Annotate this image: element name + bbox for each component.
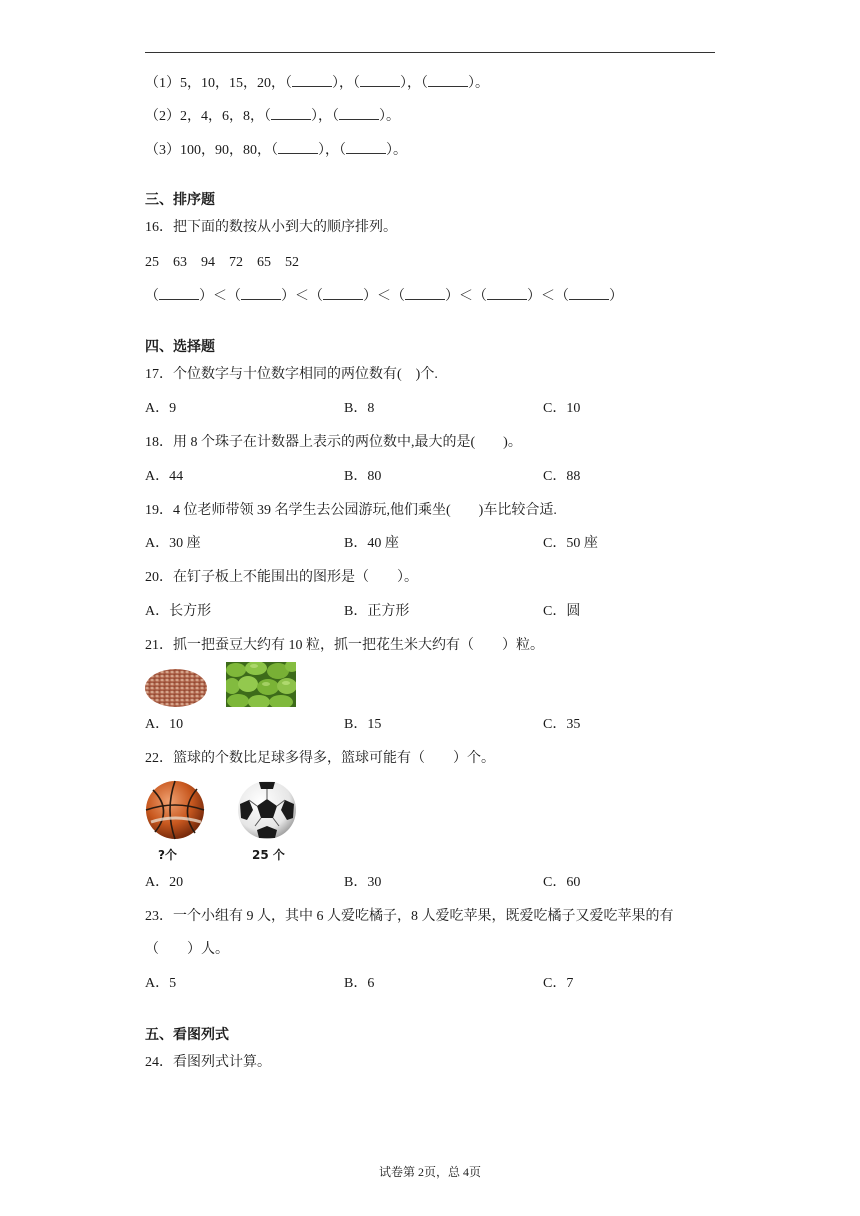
answer-blank[interactable] bbox=[487, 287, 527, 300]
answer-blank[interactable] bbox=[339, 107, 379, 120]
broad-beans-image bbox=[226, 662, 296, 707]
question-21-stem: 21．抓一把蚕豆大约有 10 粒，抓一把花生米大约有（ ）粒。 bbox=[145, 638, 544, 653]
question-19-stem: 19．4 位老师带领 39 名学生去公园游玩,他们乘坐( )车比较合适. bbox=[145, 503, 557, 518]
question-21-option-b[interactable]: B．15 bbox=[344, 717, 382, 732]
question-17-option-c[interactable]: C．10 bbox=[543, 401, 581, 416]
question-18-option-a[interactable]: A．44 bbox=[145, 469, 184, 484]
sequence-3: （3）100，90，80，（ ），（ ）。 bbox=[145, 143, 407, 158]
peanut-pile-image bbox=[145, 662, 208, 707]
question-20-stem: 20．在钉子板上不能围出的图形是（ ）。 bbox=[145, 570, 418, 585]
question-23-stem-continued: （ ）人。 bbox=[145, 942, 229, 957]
question-18-stem: 18．用 8 个珠子在计数器上表示的两位数中,最大的是( )。 bbox=[145, 435, 522, 450]
basketball-icon bbox=[145, 780, 205, 840]
section-title-choice: 四、选择题 bbox=[145, 339, 215, 355]
question-21-option-a[interactable]: A．10 bbox=[145, 717, 184, 732]
answer-blank[interactable] bbox=[159, 287, 199, 300]
answer-blank[interactable] bbox=[405, 287, 445, 300]
question-18-option-c[interactable]: C．88 bbox=[543, 469, 581, 484]
question-20-option-c[interactable]: C．圆 bbox=[543, 604, 581, 619]
question-23-option-b[interactable]: B．6 bbox=[344, 976, 375, 991]
section-title-sorting: 三、排序题 bbox=[145, 192, 215, 208]
answer-blank[interactable] bbox=[346, 141, 386, 154]
football-caption: 25 个 bbox=[252, 848, 285, 862]
question-16-numbers: 25 63 94 72 65 52 bbox=[145, 255, 299, 270]
sequence-2: （2）2，4，6，8，（ ），（ ）。 bbox=[145, 109, 400, 124]
question-16-answer-row: （ ）＜（ ）＜（ ）＜（ ）＜（ ）＜（ ） bbox=[145, 289, 623, 304]
answer-blank[interactable] bbox=[360, 74, 400, 87]
question-19-option-b[interactable]: B．40 座 bbox=[344, 536, 399, 551]
header-rule bbox=[145, 52, 715, 53]
question-20-option-b[interactable]: B．正方形 bbox=[344, 604, 410, 619]
page-footer: 试卷第 2页，总 4页 bbox=[378, 1165, 481, 1179]
question-19-option-c[interactable]: C．50 座 bbox=[543, 536, 598, 551]
question-22-stem: 22．篮球的个数比足球多得多，篮球可能有（ ）个。 bbox=[145, 751, 495, 766]
question-22-option-a[interactable]: A．20 bbox=[145, 875, 184, 890]
question-23-option-a[interactable]: A．5 bbox=[145, 976, 177, 991]
question-23-option-c[interactable]: C．7 bbox=[543, 976, 574, 991]
answer-blank[interactable] bbox=[241, 287, 281, 300]
question-22-option-c[interactable]: C．60 bbox=[543, 875, 581, 890]
question-17-stem: 17．个位数字与十位数字相同的两位数有( )个. bbox=[145, 367, 438, 382]
section-title-picture-equation: 五、看图列式 bbox=[145, 1027, 229, 1043]
question-17-option-a[interactable]: A．9 bbox=[145, 401, 177, 416]
question-17-option-b[interactable]: B．8 bbox=[344, 401, 375, 416]
answer-blank[interactable] bbox=[428, 74, 468, 87]
sequence-1: （1）5，10，15，20，（ ），（ ），（ ）。 bbox=[145, 76, 489, 91]
question-19-option-a[interactable]: A．30 座 bbox=[145, 536, 201, 551]
question-22-option-b[interactable]: B．30 bbox=[344, 875, 382, 890]
question-16-stem: 16．把下面的数按从小到大的顺序排列。 bbox=[145, 220, 397, 235]
answer-blank[interactable] bbox=[323, 287, 363, 300]
basketball-caption: ?个 bbox=[158, 848, 177, 862]
football-icon bbox=[237, 780, 297, 840]
answer-blank[interactable] bbox=[278, 141, 318, 154]
question-21-option-c[interactable]: C．35 bbox=[543, 717, 581, 732]
question-24-stem: 24．看图列式计算。 bbox=[145, 1055, 271, 1070]
question-20-option-a[interactable]: A．长方形 bbox=[145, 604, 212, 619]
question-18-option-b[interactable]: B．80 bbox=[344, 469, 382, 484]
answer-blank[interactable] bbox=[569, 287, 609, 300]
answer-blank[interactable] bbox=[271, 107, 311, 120]
question-23-stem: 23．一个小组有 9 人，其中 6 人爱吃橘子，8 人爱吃苹果，既爱吃橘子又爱吃苹果的有 bbox=[145, 909, 674, 924]
answer-blank[interactable] bbox=[292, 74, 332, 87]
